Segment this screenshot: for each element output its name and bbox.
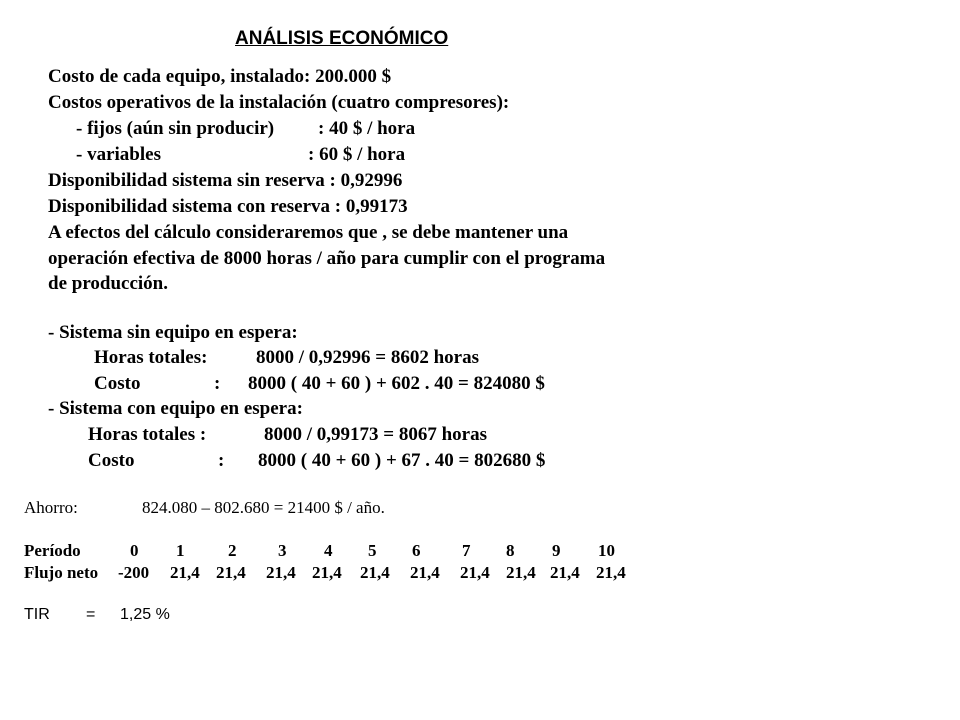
costos-operativos-line: Costos operativos de la instalación (cuatro compresores):	[48, 92, 510, 113]
sin-equipo-heading: - Sistema sin equipo en espera:	[48, 322, 298, 343]
variables-value: : 60 $ / hora	[308, 144, 406, 165]
periodo-label: Período	[24, 541, 81, 560]
period-cell: 6	[412, 541, 421, 560]
flow-cell: 21,4	[460, 563, 490, 582]
flujo-label: Flujo neto	[24, 563, 99, 582]
disponibilidad-sin-line: Disponibilidad sistema sin reserva : 0,92996	[48, 170, 403, 191]
period-cell: 2	[228, 541, 237, 560]
tir-equals: =	[86, 606, 96, 623]
flow-cell: 21,4	[360, 563, 390, 582]
ahorro-label: Ahorro:	[24, 498, 78, 517]
period-cell: 10	[598, 541, 615, 560]
fijos-value: : 40 $ / hora	[318, 118, 416, 139]
con-costo-colon: :	[218, 450, 225, 471]
flow-cell: 21,4	[216, 563, 246, 582]
tir-label: TIR	[24, 606, 50, 623]
period-cell: 4	[324, 541, 333, 560]
efectos-line-3: de producción.	[48, 273, 169, 294]
con-costo-label: Costo	[88, 450, 135, 471]
efectos-line-1: A efectos del cálculo consideraremos que , se debe mantener una	[48, 222, 569, 243]
con-equipo-heading: - Sistema con equipo en espera:	[48, 398, 303, 419]
flow-cell: 21,4	[410, 563, 440, 582]
con-horas-label: Horas totales :	[88, 424, 207, 445]
sin-costo-value: 8000 ( 40 + 60 ) + 602 . 40 = 824080 $	[248, 373, 545, 394]
flow-cell: -200	[118, 563, 150, 582]
flow-cell: 21,4	[170, 563, 200, 582]
flow-cell: 21,4	[596, 563, 626, 582]
period-cell: 0	[130, 541, 139, 560]
flow-cell: 21,4	[506, 563, 536, 582]
period-cell: 8	[506, 541, 515, 560]
period-cell: 7	[462, 541, 471, 560]
costo-equipo-line: Costo de cada equipo, instalado: 200.000 $	[48, 66, 392, 87]
flow-cell: 21,4	[266, 563, 296, 582]
variables-label: - variables	[76, 144, 161, 165]
flow-cell: 21,4	[550, 563, 580, 582]
tir-value: 1,25 %	[120, 606, 170, 623]
period-cell: 9	[552, 541, 561, 560]
sin-costo-label: Costo	[94, 373, 141, 394]
sin-horas-value: 8000 / 0,92996 = 8602 horas	[256, 347, 479, 368]
page-title: ANÁLISIS ECONÓMICO	[235, 28, 449, 49]
con-horas-value: 8000 / 0,99173 = 8067 horas	[264, 424, 487, 445]
disponibilidad-con-line: Disponibilidad sistema con reserva : 0,99173	[48, 196, 408, 217]
ahorro-value: 824.080 – 802.680 = 21400 $ / año.	[142, 498, 385, 517]
con-costo-value: 8000 ( 40 + 60 ) + 67 . 40 = 802680 $	[258, 450, 546, 471]
period-cell: 3	[278, 541, 287, 560]
sin-horas-label: Horas totales:	[94, 347, 208, 368]
sin-costo-colon: :	[214, 373, 221, 394]
fijos-label: - fijos (aún sin producir)	[76, 118, 275, 139]
period-cell: 1	[176, 541, 185, 560]
efectos-line-2: operación efectiva de 8000 horas / año para cumplir con el programa	[48, 248, 606, 269]
flow-cell: 21,4	[312, 563, 342, 582]
period-cell: 5	[368, 541, 377, 560]
